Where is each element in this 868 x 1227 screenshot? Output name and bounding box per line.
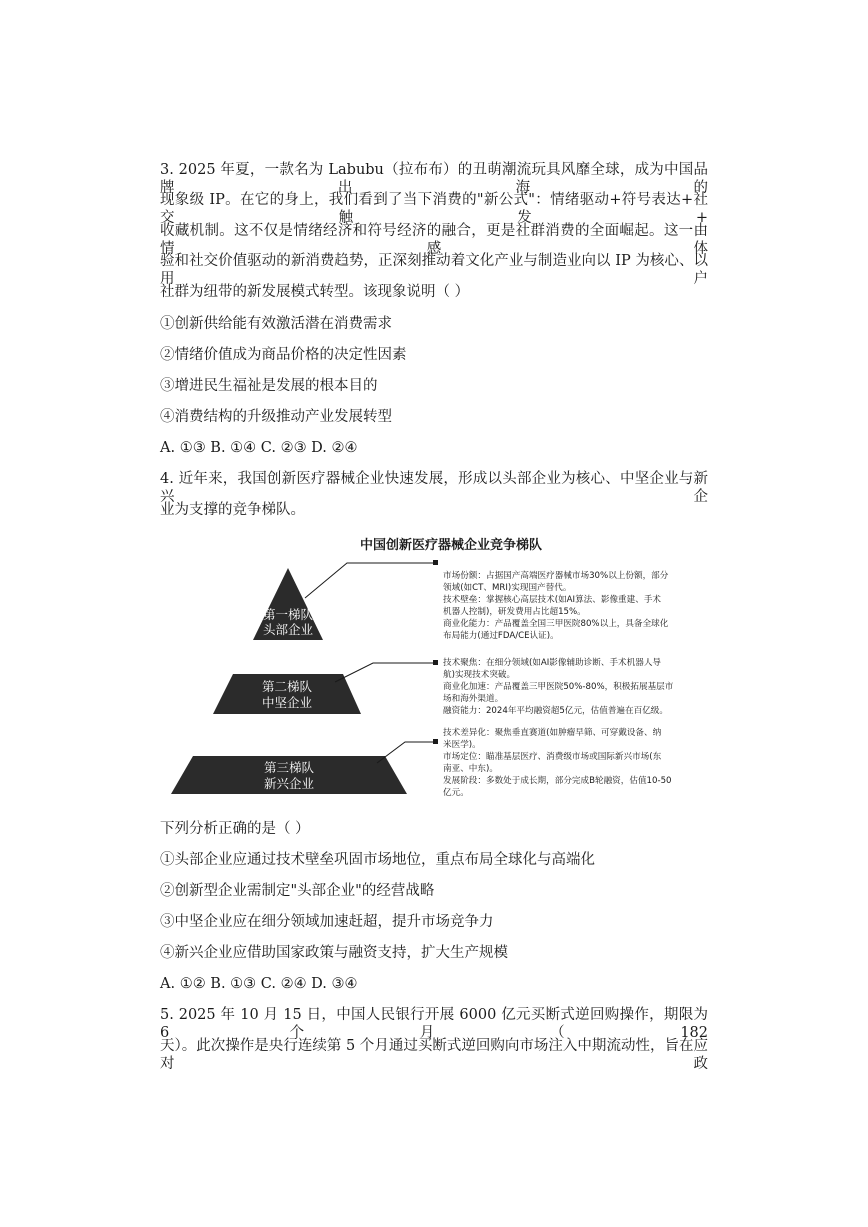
tier3-note: 市场定位：瞄准基层医疗、消费级市场或国际新兴市场(东 (443, 752, 662, 762)
tier3-notes (443, 726, 672, 798)
tier2-note: 商业化加速：产品覆盖三甲医院50%-80%，积极拓展基层市 (443, 682, 674, 692)
tier1-label: 第一梯队 (262, 607, 314, 622)
q3-option: ①创新供给能有效激活潜在消费需求 (160, 316, 392, 332)
tier1-note: 技术壁垒：掌握核心高层技术(如AI算法、影像重建、手术 (443, 595, 662, 605)
tier3-note: 技术差异化：聚焦垂直赛道(如肿瘤早筛、可穿戴设备、纳 (443, 728, 662, 738)
competition-tier-diagram (165, 530, 710, 815)
q3-stem-line: 3. 2025 年夏，一款名为 Labubu（拉布布）的丑萌潮流玩具风靡全球，成为中国品牌出海的 (160, 162, 708, 196)
tier1-note: 布局能力(通过FDA/CE认证)。 (443, 631, 559, 641)
q3-option: ②情绪价值成为商品价格的决定性因素 (160, 347, 407, 363)
tier3-note: 南亚、中东)。 (443, 764, 498, 774)
tier2-note: 技术聚焦：在细分领域(如AI影像辅助诊断、手术机器人导 (443, 658, 662, 668)
tier2-label: 第二梯队 (261, 679, 313, 694)
q3-stem-line: 社群为纽带的新发展模式转型。该现象说明（ ） (160, 284, 470, 300)
tier1-note: 市场份额：占据国产高端医疗器械市场30%以上份额，部分 (443, 571, 669, 581)
q4-option: ④新兴企业应借助国家政策与融资支持，扩大生产规模 (160, 945, 508, 961)
tier3-note: 亿元。 (443, 788, 469, 798)
tier2-note: 场和海外渠道。 (443, 694, 504, 704)
tier2-notes (443, 656, 674, 716)
q3-option: ③增进民生福祉是发展的根本目的 (160, 378, 378, 394)
tier3-marker (433, 739, 438, 744)
tier2-note: 融资能力：2024年平均融资超5亿元，估值普遍在百亿级。 (443, 706, 668, 716)
tier2-sublabel: 中坚企业 (261, 695, 313, 710)
tier3-note: 米医学)。 (443, 740, 481, 750)
tier1-note: 领域(如CT、MRI)实现国产替代。 (443, 583, 572, 593)
tier3-note: 发展阶段：多数处于成长期，部分完成B轮融资，估值10-50 (443, 776, 672, 786)
q4-stem-line: 业为支撑的竞争梯队。 (160, 502, 305, 518)
tier1-marker (433, 560, 438, 565)
tier1-sublabel: 头部企业 (262, 622, 314, 637)
tier1-note: 机器人控制)，研发费用占比超15%。 (443, 607, 586, 617)
tier1-connector (305, 563, 433, 598)
diagram-title: 中国创新医疗器械企业竞争梯队 (359, 538, 543, 553)
q5-stem-line: 5. 2025 年 10 月 15 日，中国人民银行开展 6000 亿元买断式逆回购操作，期限为 6 个月（182 (160, 1007, 708, 1041)
tier1-note: 商业化能力：产品覆盖全国三甲医院80%以上，具备全球化 (443, 619, 669, 629)
q3-stem-line: 现象级 IP。在它的身上，我们看到了当下消费的"新公式"：情绪驱动+符号表达+社交触发+ (160, 192, 708, 226)
q3-option: ④消费结构的升级推动产业发展转型 (160, 409, 392, 425)
tier2-note: 航)实现技术突破。 (443, 670, 516, 680)
tier3-sublabel: 新兴企业 (263, 776, 315, 791)
q4-option: ②创新型企业需制定"头部企业"的经营战略 (160, 883, 435, 899)
tier1-notes (443, 569, 669, 641)
tier2-marker (433, 660, 438, 665)
tier2-connector (335, 663, 433, 682)
q4-option: ①头部企业应通过技术壁垒巩固市场地位，重点布局全球化与高端化 (160, 852, 595, 868)
q4-stem-line: 4. 近年来，我国创新医疗器械企业快速发展，形成以头部企业为核心、中坚企业与新兴企 (160, 471, 708, 505)
q3-stem-line: 验和社交价值驱动的新消费趋势，正深刻推动着文化产业与制造业向以 IP 为核心、以用户 (160, 253, 708, 287)
q5-stem-line: 天）。此次操作是央行连续第 5 个月通过买断式逆回购向市场注入中期流动性，旨在应对政 (160, 1038, 708, 1072)
q4-option: ③中坚企业应在细分领域加速赶超，提升市场竞争力 (160, 914, 494, 930)
tier3-label: 第三梯队 (263, 760, 315, 775)
q3-answer-choices: A. ①③ B. ①④ C. ②③ D. ②④ (160, 440, 358, 456)
q3-stem-line: 收藏机制。这不仅是情绪经济和符号经济的融合，更是社群消费的全面崛起。这一由情感体 (160, 223, 708, 257)
q4-answer-choices: A. ①② B. ①③ C. ②④ D. ③④ (160, 976, 358, 992)
q4-prompt: 下列分析正确的是（ ） (160, 821, 310, 837)
